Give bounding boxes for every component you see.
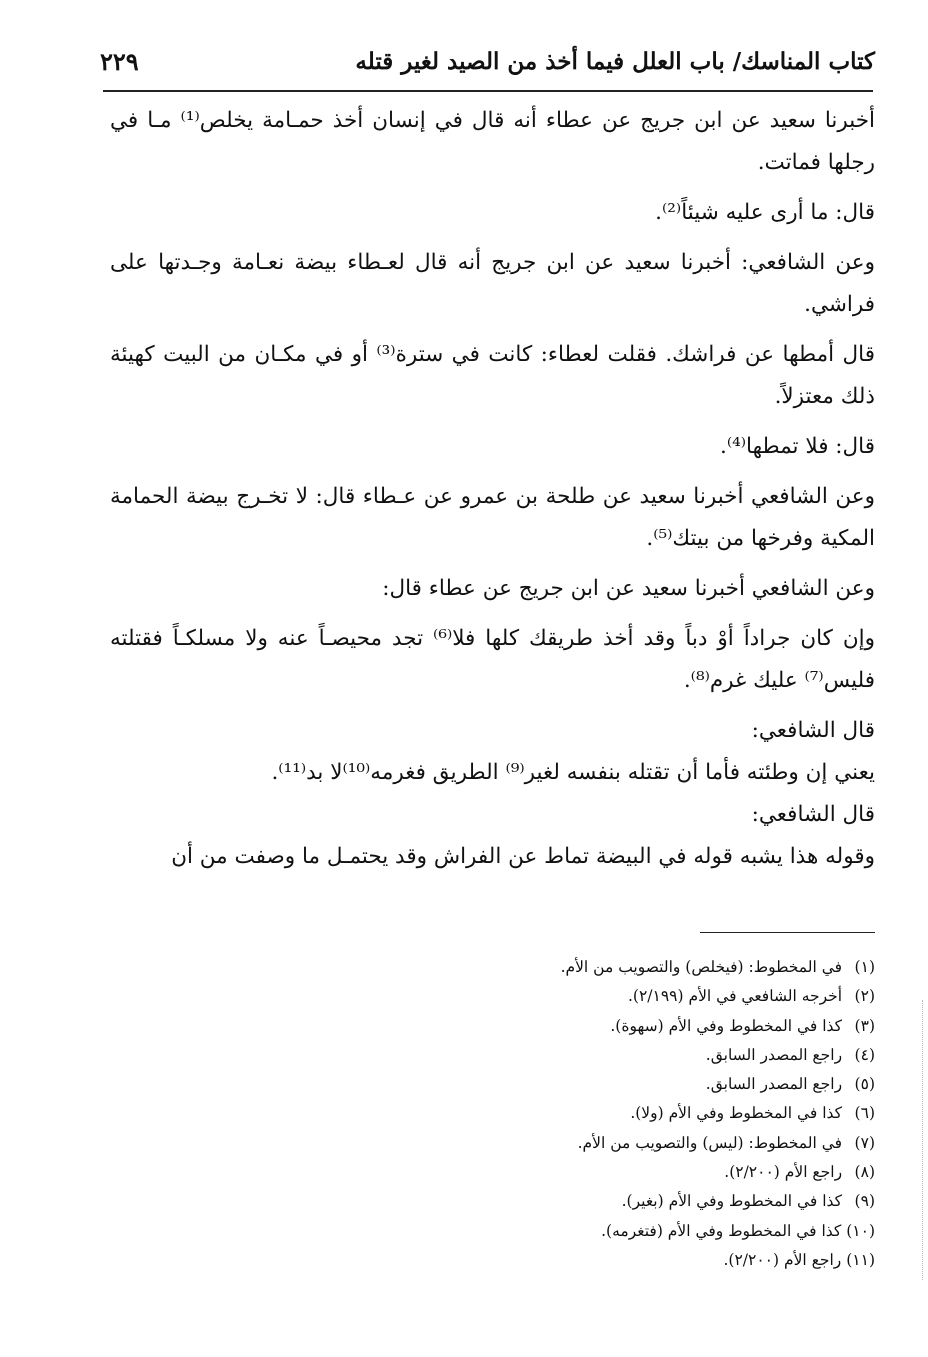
footnote (110, 1129, 875, 1158)
footnote (110, 1187, 875, 1216)
footnote-text: راجع الأم (٢/٢٠٠). (723, 1250, 842, 1269)
footnote-text: راجع الأم (٢/٢٠٠). (724, 1163, 843, 1182)
paragraph: وإن كان جراداً أوْ دباً وقد أخذ طريقك كلها فلا⁽⁶⁾ تجد محيصـاً عنه ولا مسلكـاً فقتلته فليس⁽⁷⁾ عليك غرم⁽⁸⁾. (110, 626, 875, 693)
paragraph: وعن الشافعي أخبرنا سعيد عن طلحة بن عمرو عن عـطاء قال: لا تخـرج بيضة الحمامة المكية وفرخها من بيتك⁽⁵⁾. (110, 484, 875, 551)
footnote-text: كذا في المخطوط وفي الأم (بغير). (621, 1192, 843, 1211)
footnote (110, 1070, 875, 1099)
paragraph: يعني إن وطئته فأما أن تقتله بنفسه لغير⁽⁹⁾ الطريق فغرمه⁽¹⁰⁾لا بد⁽¹¹⁾. (271, 760, 875, 785)
footnote-number: (٣) (854, 1016, 875, 1035)
footnote-number: (٢) (854, 987, 875, 1006)
footnote-number: (٤) (854, 1045, 875, 1064)
footnote (110, 1217, 875, 1246)
chapter-title: كتاب المناسك/ باب العلل فيما أخذ من الصيد لغير قتله (355, 47, 875, 75)
footnote (110, 1246, 875, 1275)
footnote-number: (٧) (854, 1133, 875, 1152)
footnote (110, 953, 875, 982)
footnote-number: (٥) (854, 1075, 875, 1094)
scan-edge-mark (922, 1000, 923, 1280)
footnote-number: (٩) (854, 1192, 875, 1211)
page-number: ٢٢٩ (100, 46, 139, 76)
footnote-divider (700, 932, 875, 933)
footnote (110, 1012, 875, 1041)
header-divider (103, 90, 873, 92)
footnote-text: في المخطوط: (ليس) والتصويب من الأم. (577, 1133, 843, 1152)
footnote-number: (١٠) (846, 1221, 875, 1240)
footnote-number: (١) (854, 958, 875, 976)
footnote-text: راجع المصدر السابق. (705, 1075, 843, 1094)
paragraph: وعن الشافعي أخبرنا سعيد عن ابن جريج عن عطاء قال: (382, 576, 875, 601)
paragraph: وقوله هذا يشبه قوله في البيضة تماط عن الفراش وقد يحتمـل ما وصفت من أن (171, 844, 875, 869)
footnote-text: كذا في المخطوط وفي الأم (ولا). (630, 1104, 843, 1123)
footnote (110, 1041, 875, 1070)
footnote (110, 1158, 875, 1187)
footnote-text: راجع المصدر السابق. (705, 1045, 843, 1064)
footnote (110, 1099, 875, 1128)
paragraph: قال: فلا تمطها⁽⁴⁾. (719, 434, 875, 459)
paragraph: وعن الشافعي: أخبرنا سعيد عن ابن جريج أنه قال لعـطاء بيضة نعـامة وجـدتها على فراشي. (110, 250, 875, 317)
footnote (110, 982, 875, 1011)
footnote-text: كذا في المخطوط وفي الأم (سهوة). (610, 1016, 843, 1035)
footnote-number: (٦) (854, 1104, 875, 1123)
paragraph: قال: ما أرى عليه شيئاً⁽²⁾. (655, 200, 875, 225)
footnote-text: كذا في المخطوط وفي الأم (فتغرمه). (601, 1221, 842, 1240)
main-text (110, 100, 875, 878)
footnotes (110, 953, 875, 1275)
paragraph: قال الشافعي: (751, 802, 875, 827)
footnote-text: في المخطوط: (فيخلص) والتصويب من الأم. (560, 958, 843, 976)
paragraph: قال أمطها عن فراشك. فقلت لعطاء: كانت في سترة⁽³⁾ أو في مكـان من البيت كهيئة ذلك معتزلاً. (110, 342, 875, 409)
footnote-text: أخرجه الشافعي في الأم (٢/١٩٩). (628, 987, 843, 1006)
paragraph: أخبرنا سعيد عن ابن جريج عن عطاء أنه قال في إنسان أخذ حمـامة يخلص⁽¹⁾ مـا في رجلها فماتت. (110, 108, 875, 175)
paragraph: قال الشافعي: (751, 718, 875, 743)
running-header (100, 36, 875, 86)
footnote-number: (١١) (846, 1250, 875, 1269)
footnote-number: (٨) (854, 1163, 875, 1182)
